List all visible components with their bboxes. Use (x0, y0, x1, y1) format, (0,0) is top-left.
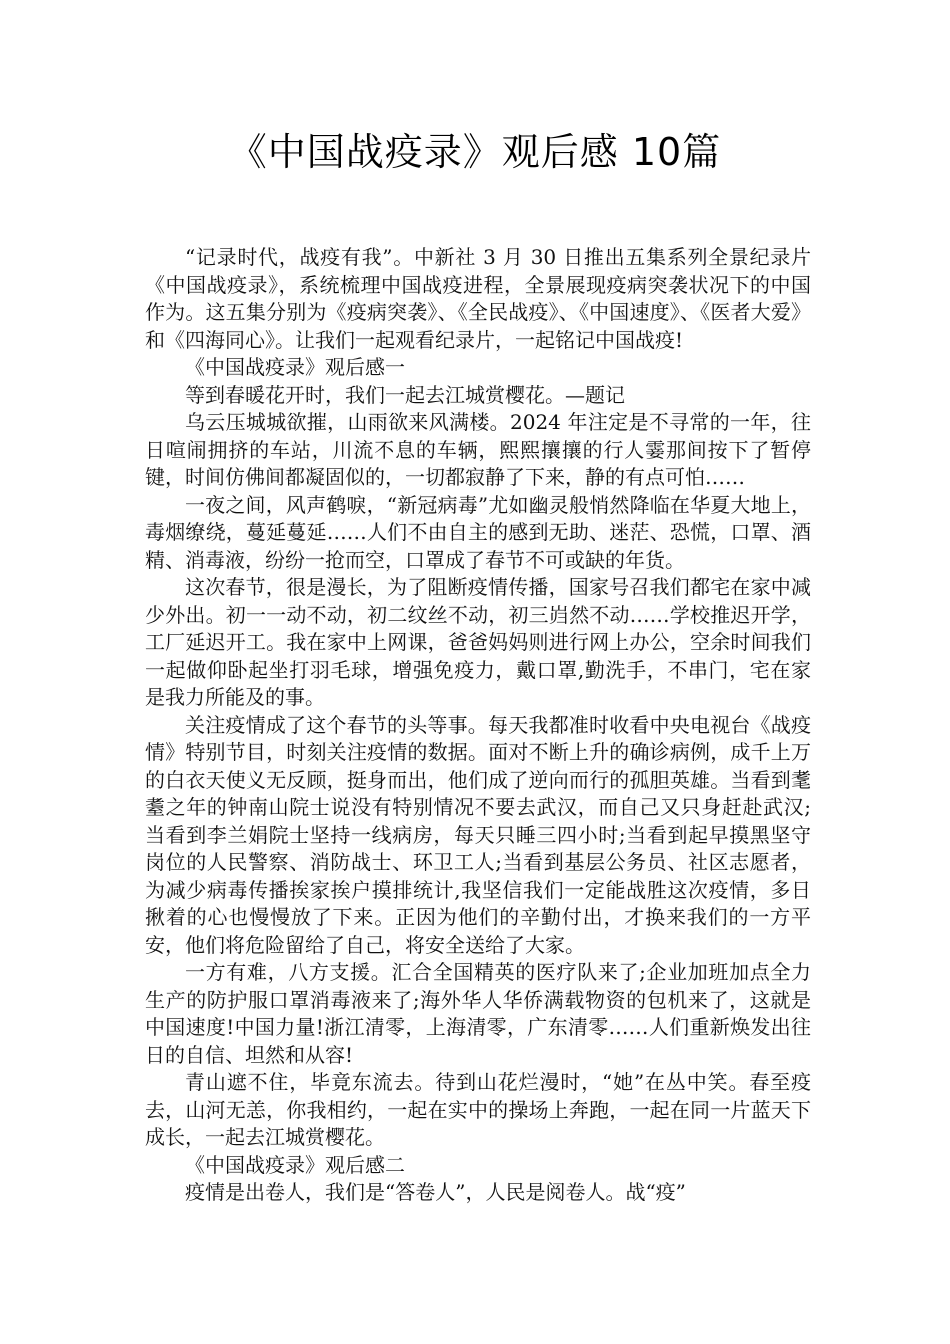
body-paragraph: 这次春节，很是漫长，为了阻断疫情传播，国家号召我们都宅在家中减少外出。初一一动不动，初二纹丝不动，初三岿然不动……学校推迟开学，工厂延迟开工。我在家中上网课，爸爸妈妈则进行网上办公，空余时间我们一起做仰卧起坐打羽毛球，增强免疫力，戴口罩,勤洗手，不串门，宅在家是我力所能及的事。 (145, 575, 811, 709)
section-heading-1: 《中国战疫录》观后感一 (185, 355, 405, 379)
intro-paragraph: “记录时代，战疫有我”。中新社 3 月 30 日推出五集系列全景纪录片《中国战疫录》，系统梳理中国战疫进程，全景展现疫病突袭状况下的中国作为。这五集分别为《疫病突袭》、《全民战疫》、《中国速度》、《医者大爱》和《四海同心》。让我们一起观看纪录片，一起铭记中国战疫! (145, 245, 811, 352)
document-title: 《中国战疫录》观后感 10篇 (228, 130, 722, 174)
body-paragraph: 青山遮不住，毕竟东流去。待到山花烂漫时，“她”在丛中笑。春至疫去，山河无恙，你我相约，一起在实中的操场上奔跑，一起在同一片蓝天下成长，一起去江城赏樱花。 (145, 1070, 811, 1149)
body-paragraph: 一夜之间，风声鹤唳，“新冠病毒”尤如幽灵般悄然降临在华夏大地上，毒烟缭绕，蔓延蔓延……人们不由自主的感到无助、迷茫、恐慌，口罩、酒精、消毒液，纷纷一抢而空，口罩成了春节不可或缺的年货。 (145, 492, 811, 572)
body-paragraph: 关注疫情成了这个春节的头等事。每天我都准时收看中央电视台《战疫情》特别节目，时刻关注疫情的数据。面对不断上升的确诊病例，成千上万的白衣天使义无反顾，挺身而出，他们成了逆向而行的孤胆英雄。当看到耄耋之年的钟南山院士说没有特别情况不要去武汉，而自己又只身赶赴武汉;当看到李兰娟院士坚持一线病房，每天只睡三四小时;当看到起早摸黑坚守岗位的人民警察、消防战士、环卫工人;当看到基层公务员、社区志愿者，为减少病毒传播挨家挨户摸排统计,我坚信我们一定能战胜这次疫情，多日揪着的心也慢慢放了下来。正因为他们的辛勤付出，才换来我们的一方平安，他们将危险留给了自己，将安全送给了大家。 (145, 712, 811, 957)
body-paragraph: 乌云压城城欲摧，山雨欲来风满楼。2024 年注定是不寻常的一年，往日喧闹拥挤的车站，川流不息的车辆，熙熙攘攘的行人霎那间按下了暂停键，时间仿佛间都凝固似的，一切都寂静了下来，静的有点可怕…… (145, 410, 811, 489)
section-heading-2: 《中国战疫录》观后感二 (185, 1152, 405, 1177)
epigraph: 等到春暖花开时，我们一起去江城赏樱花。—题记 (185, 382, 625, 407)
body-paragraph: 一方有难，八方支援。汇合全国精英的医疗队来了;企业加班加点全力生产的防护服口罩消毒液来了;海外华人华侨满载物资的包机来了，这就是中国速度!中国力量!浙江清零，上海清零，广东清零……人们重新焕发出往日的自信、坦然和从容! (145, 960, 811, 1067)
document-body (145, 244, 811, 1207)
body-paragraph: 疫情是出卷人，我们是“答卷人”，人民是阅卷人。战“疫” (185, 1180, 686, 1204)
